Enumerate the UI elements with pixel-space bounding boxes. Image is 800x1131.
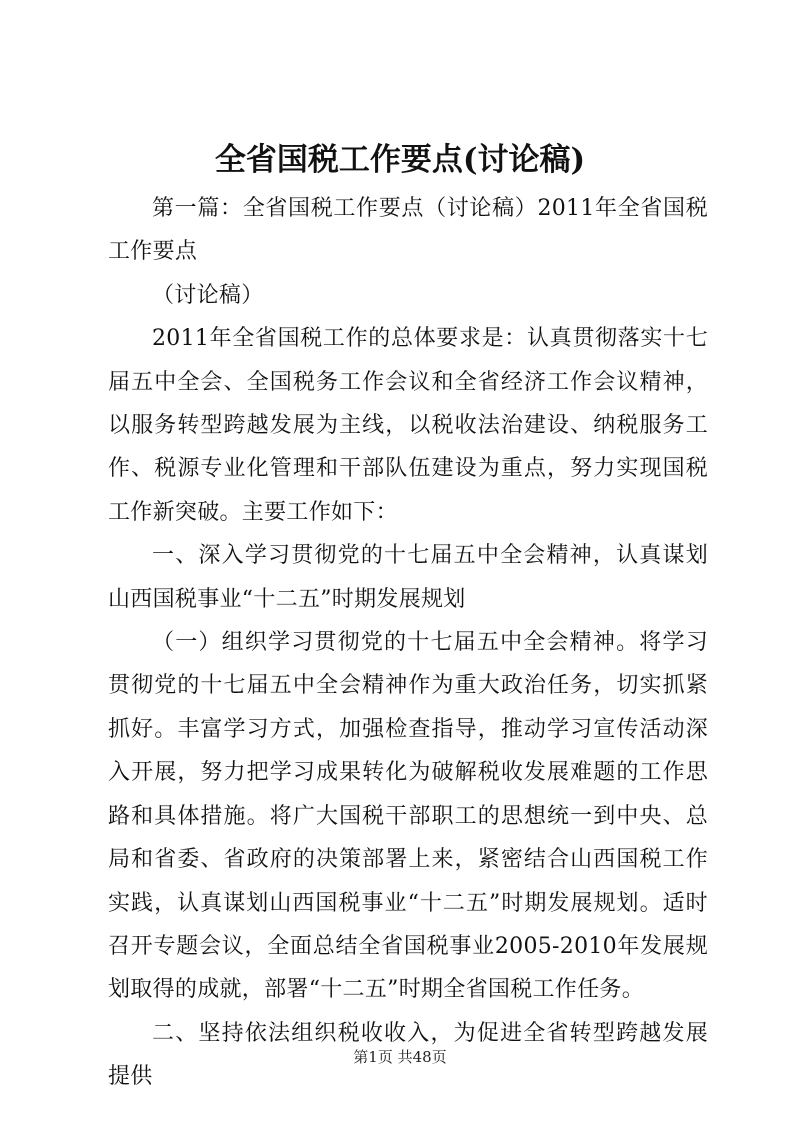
paragraph-3: 2011年全省国税工作的总体要求是：认真贯彻落实十七届五中全会、全国税务工作会议和全省经济工作会议精神，以服务转型跨越发展为主线，以税收法治建设、纳税服务工作、税源专业化管理和干部队伍建设为重点，努力实现国税工作新突破。主要工作如下： [108,326,708,525]
paragraph-4: 一、深入学习贯彻党的十七届五中全会精神，认真谋划山西国税事业“十二五”时期发展规划 [108,543,708,612]
paragraph-1: 第一篇：全省国税工作要点（讨论稿）2011年全省国税工作要点 [108,196,708,265]
paragraph-6: 二、坚持依法组织税收收入，为促进全省转型跨越发展提供 [108,1020,708,1090]
document-title: 全省国税工作要点(讨论稿) [214,142,586,178]
document-body [108,187,708,1099]
paragraph-2: （讨论稿） [152,282,264,308]
page-footer: 第1页 共48页 [353,1048,447,1066]
paragraph-5: （一）组织学习贯彻党的十七届五中全会精神。将学习贯彻党的十七届五中全会精神作为重大政治任务，切实抓紧抓好。丰富学习方式，加强检查指导，推动学习宣传活动深入开展，努力把学习成果转化为破解税收发展难题的工作思路和具体措施。将广大国税干部职工的思想统一到中央、总局和省委、省政府的决策部署上来，紧密结合山西国税工作实践，认真谋划山西国税事业“十二五”时期发展规划。适时召开专题会议，全面总结全省国税事业2005-2010年发展规划取得的成就，部署“十二五”时期全省国税工作任务。 [108,630,708,1003]
